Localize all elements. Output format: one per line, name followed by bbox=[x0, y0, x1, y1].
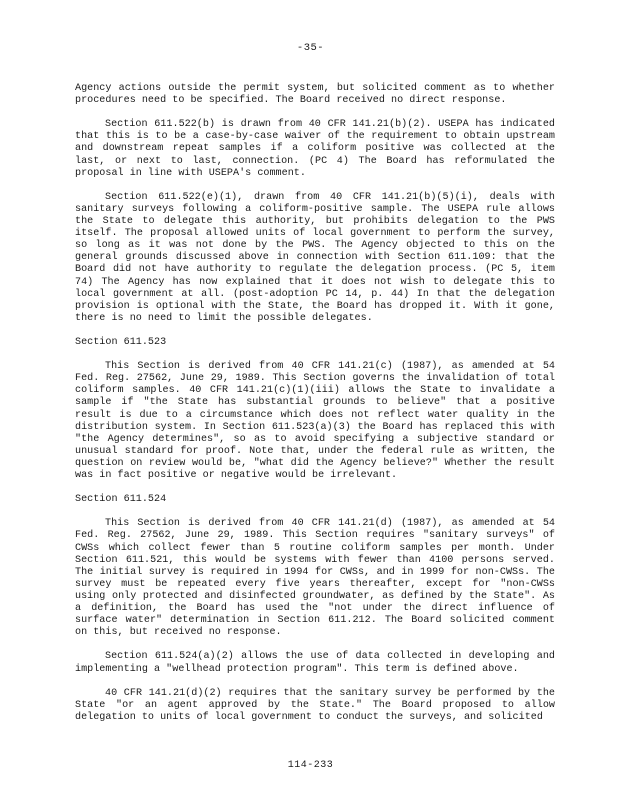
paragraph-section-611-522-b: Section 611.522(b) is drawn from 40 CFR 141.21(b)(2). USEPA has indicated that this is to be a case-by-case waiver of the requirement to obtain upstream and downstream repeat samples if a coliform positive was collected at the last, or next to last, connection. (PC 4) The Board has reformulated the proposal in line with USEPA's comment. bbox=[75, 119, 555, 179]
paragraph-section-611-524: This Section is derived from 40 CFR 141.21(d) (1987), as amended at 54 Fed. Reg. 27562, June 29, 1989. This Section requires "sanitary surveys" of CWSs which collect fewer than 5 routine coliform samples per month. Under Section 611.521, this would be systems with fewer than 4100 persons served. The initial survey is required in 1994 for CWSs, and in 1999 for non-CWSs. The survey must be repeated every five years thereafter, except for "non-CWSs using only protected and disinfected groundwater, as defined by the State". As a definition, the Board has used the "not under the direct influence of surface water" determination in Section 611.212. The Board solicited comment on this, but received no response. bbox=[75, 518, 555, 639]
paragraph-agency-actions: Agency actions outside the permit system, but solicited comment as to whether procedures need to be specified. The Board received no direct response. bbox=[75, 83, 555, 107]
paragraph-section-611-522-e1: Section 611.522(e)(1), drawn from 40 CFR 141.21(b)(5)(i), deals with sanitary surveys following a coliform-positive sample. The USEPA rule allows the State to delegate this authority, but prohibits delegation to the PWS itself. The proposal allowed units of local government to perform the survey, so long as it was not done by the PWS. The Agency objected to this on the general grounds discussed above in connection with Section 611.109: that the Board did not have authority to regulate the delegation process. (PC 5, item 74) The Agency has now explained that it does not wish to delegate this to local government at all. (post-adoption PC 14, p. 44) In that the delegation provision is optional with the State, the Board has dropped it. With it gone, there is no need to limit the possible delegates. bbox=[75, 191, 555, 324]
section-heading-611-524: Section 611.524 bbox=[75, 494, 167, 506]
paragraph-section-611-523: This Section is derived from 40 CFR 141.21(c) (1987), as amended at 54 Fed. Reg. 27562, June 29, 1989. This Section governs the invalidation of total coliform samples. 40 CFR 141.21(c)(1)(iii) allows the State to invalidate a sample if "the State has substantial grounds to believe" that a positive result is due to a circumstance which does not reflect water quality in the distribution system. In Section 611.523(a)(3) the Board has replaced this with "the Agency determines", so as to avoid specifying a subjective standard or unusual standard for proof. Note that, under the federal rule as written, the question on review would be, "what did the Agency believe?" Whether the result was in fact positive or negative would be irrelevant. bbox=[75, 361, 555, 481]
document-body bbox=[75, 83, 555, 736]
page-number: -35- bbox=[296, 42, 325, 54]
paragraph-40-cfr-141-21-d2: 40 CFR 141.21(d)(2) requires that the sanitary survey be performed by the State "or an agent approved by the State." The Board proposed to allow delegation to units of local government to conduct the surveys, and solicited bbox=[75, 687, 555, 723]
paragraph-section-611-524-a2: Section 611.524(a)(2) allows the use of data collected in developing and implementing a "wellhead protection program". This term is defined above. bbox=[75, 651, 555, 675]
section-heading-611-523: Section 611.523 bbox=[75, 336, 167, 348]
footer-document-id: 114-233 bbox=[287, 760, 334, 771]
